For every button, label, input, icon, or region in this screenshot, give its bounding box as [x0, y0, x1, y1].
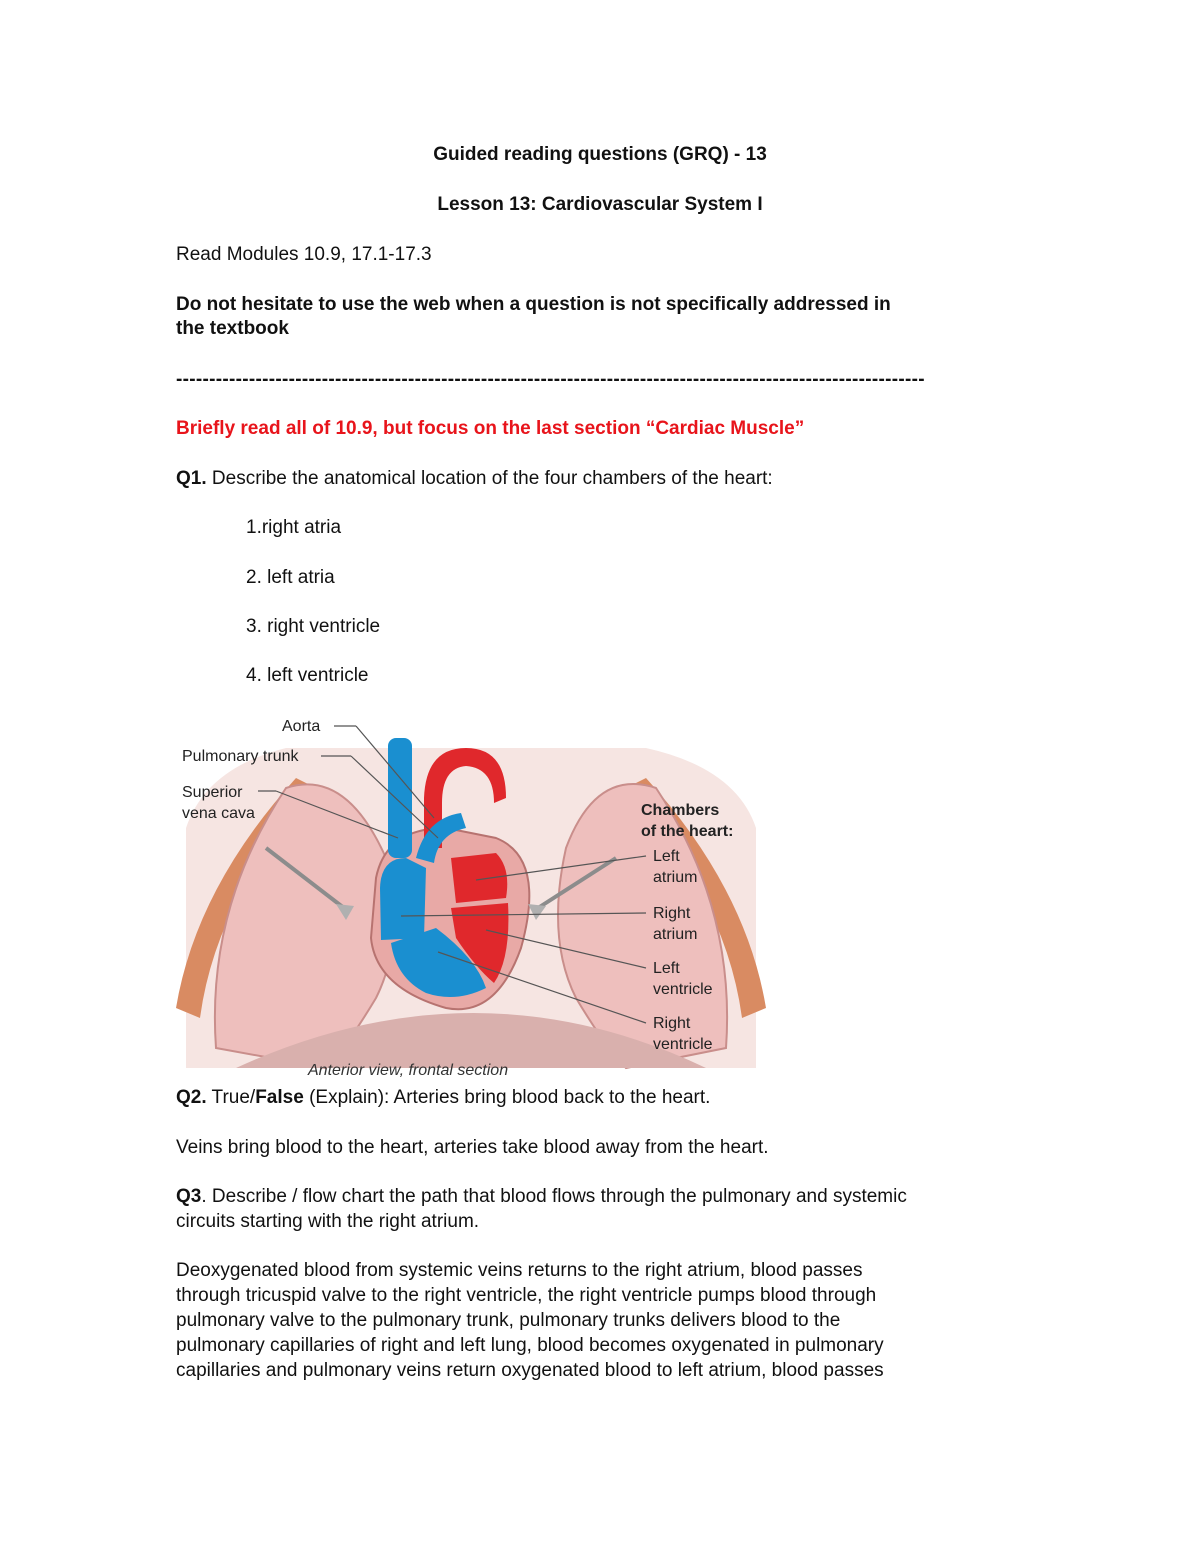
q1-item-3: 3. right ventricle: [246, 616, 381, 637]
q1-item-2: 2. left atria: [246, 567, 335, 588]
label-svc-line2: vena cava: [182, 805, 255, 822]
q1-text: Describe the anatomical location of the four chambers of the heart:: [206, 468, 773, 489]
q2-answer: Veins bring blood to the heart, arteries take blood away from the heart.: [176, 1137, 769, 1158]
reading-assignment: Read Modules 10.9, 17.1-17.3: [176, 244, 432, 265]
notice-line-1: Do not hesitate to use the web when a question is not specifically addressed in: [176, 294, 891, 315]
q2-question: [176, 1085, 710, 1110]
q3-answer-line-2: through tricuspid valve to the right ventricle, the right ventricle pumps blood through: [176, 1285, 877, 1306]
q3-answer-line-5: capillaries and pulmonary veins return oxygenated blood to left atrium, blood passes: [176, 1360, 884, 1381]
q3-answer-line-4: pulmonary capillaries of right and left lung, blood becomes oxygenated in pulmonary: [176, 1335, 884, 1356]
right-atrium: [380, 858, 426, 940]
section-heading: Briefly read all of 10.9, but focus on the last section “Cardiac Muscle”: [176, 418, 805, 439]
label-chambers-line2: of the heart:: [641, 823, 734, 840]
divider: -----------------------------------------------------------------------------------------------------------------: [176, 369, 925, 390]
q1-question: [176, 466, 773, 491]
q3-answer-line-1: Deoxygenated blood from systemic veins returns to the right atrium, blood passes: [176, 1260, 863, 1281]
label-right-atrium-line2: atrium: [653, 926, 698, 943]
q1-label: Q1.: [176, 468, 207, 489]
q3-answer-line-3: pulmonary valve to the pulmonary trunk, pulmonary trunks delivers blood to the: [176, 1310, 841, 1331]
lesson-title: Lesson 13: Cardiovascular System I: [437, 194, 763, 215]
label-left-ventricle-line1: Left: [653, 960, 680, 977]
label-right-atrium-line1: Right: [653, 905, 691, 922]
figure-caption: Anterior view, frontal section: [308, 1062, 509, 1079]
q1-item-4: 4. left ventricle: [246, 665, 369, 686]
label-right-ventricle-line2: ventricle: [653, 1036, 713, 1053]
q2-label: Q2.: [176, 1087, 207, 1108]
notice-line-2: the textbook: [176, 318, 289, 339]
label-aorta: Aorta: [282, 718, 321, 735]
superior-vena-cava: [388, 738, 412, 858]
heart-chambers-diagram: [176, 708, 766, 1080]
document-title: Guided reading questions (GRQ) - 13: [433, 144, 767, 165]
q3-text-line1: . Describe / flow chart the path that blood flows through the pulmonary and systemic: [201, 1186, 907, 1207]
q1-item-1: 1.right atria: [246, 517, 342, 538]
label-svc-line1: Superior: [182, 784, 243, 801]
left-atrium: [451, 853, 507, 903]
label-right-ventricle-line1: Right: [653, 1015, 691, 1032]
label-left-ventricle-line2: ventricle: [653, 981, 713, 998]
q2-text-a: True/: [206, 1087, 256, 1108]
q3-question-line-1: [176, 1184, 907, 1209]
q3-question-line-2: circuits starting with the right atrium.: [176, 1211, 480, 1232]
label-left-atrium-line1: Left: [653, 848, 680, 865]
label-chambers-line1: Chambers: [641, 802, 720, 819]
q2-text-b: (Explain): Arteries bring blood back to the heart.: [303, 1087, 711, 1108]
q2-false: False: [255, 1087, 304, 1108]
q3-label: Q3: [176, 1186, 202, 1207]
label-left-atrium-line2: atrium: [653, 869, 698, 886]
label-pulmonary-trunk: Pulmonary trunk: [182, 748, 299, 765]
